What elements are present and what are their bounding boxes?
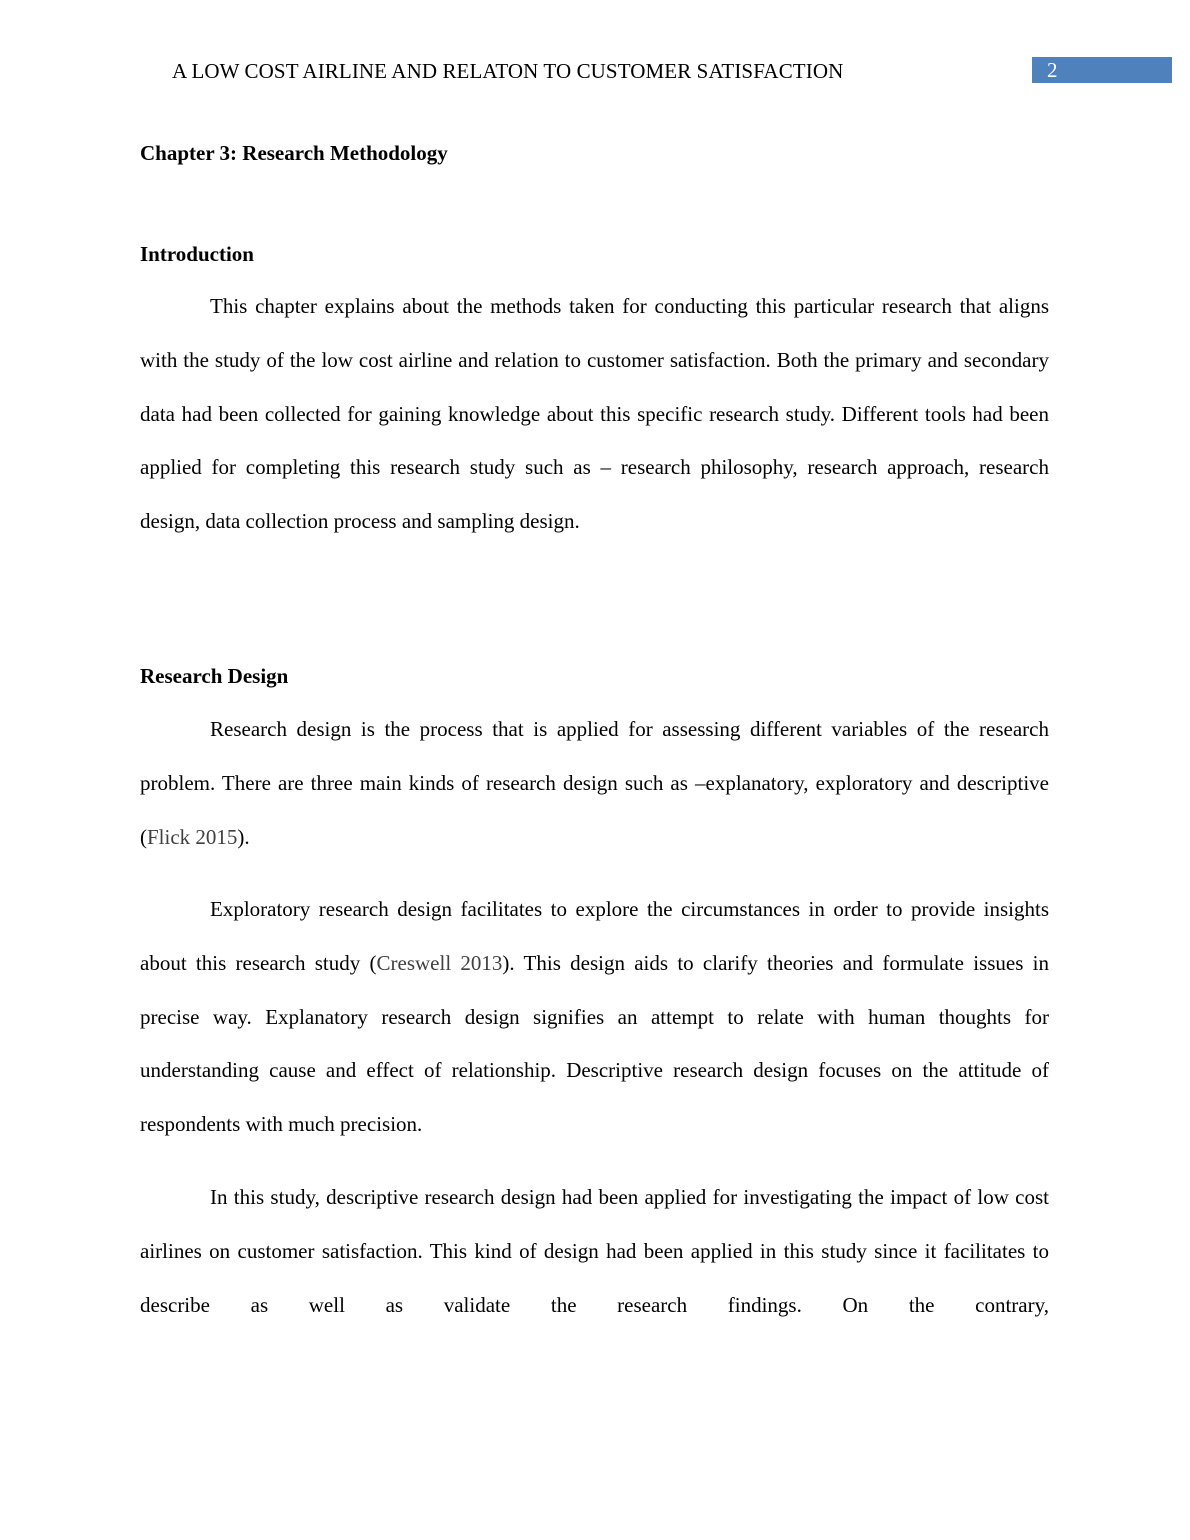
research-design-paragraph-3: In this study, descriptive research design had been applied for investigating the impact of low cost airlines on customer satisfaction. This kind of design had been applied in this study since it facilitates to describe as well as validate the research findings. On the contrary, — [140, 1185, 1049, 1317]
paragraph-text: Research design is the process that is applied for assessing different variables of the research problem. There are three main kinds of research design such as –explanatory, exploratory and descriptive ( — [140, 717, 1049, 849]
research-design-paragraph-1 — [140, 703, 1049, 864]
running-head: A LOW COST AIRLINE AND RELATON TO CUSTOMER SATISFACTION — [172, 59, 844, 83]
chapter-title: Chapter 3: Research Methodology — [140, 141, 448, 165]
paragraph-text: Exploratory research design facilitates to explore the circumstances in order to provide insights about this research study ( — [140, 897, 1049, 975]
page-number-box — [1032, 57, 1172, 83]
research-design-paragraph-2 — [140, 883, 1049, 1152]
research-design-heading: Research Design — [140, 664, 289, 688]
introduction-paragraph: This chapter explains about the methods taken for conducting this particular research that aligns with the study of the low cost airline and relation to customer satisfaction. Both the primary and secondary data had been collected for gaining knowledge about this specific research study. Different tools had been applied for completing this research study such as – research philosophy, research approach, research design, data collection process and sampling design. — [140, 294, 1049, 534]
paragraph-text: ). — [237, 824, 250, 849]
citation-creswell-2013: Creswell 2013 — [376, 950, 503, 975]
introduction-heading: Introduction — [140, 242, 254, 266]
page-number: 2 — [1047, 58, 1058, 82]
citation-flick-2015: Flick 2015 — [147, 824, 238, 849]
paragraph-text: ). This design aids to clarify theories and formulate issues in precise way. Explanatory research design signifies an attempt to relate with human thoughts for understanding cause and effect of relationship. Descriptive research design focuses on the attitude of respondents with much precision. — [140, 950, 1049, 1137]
